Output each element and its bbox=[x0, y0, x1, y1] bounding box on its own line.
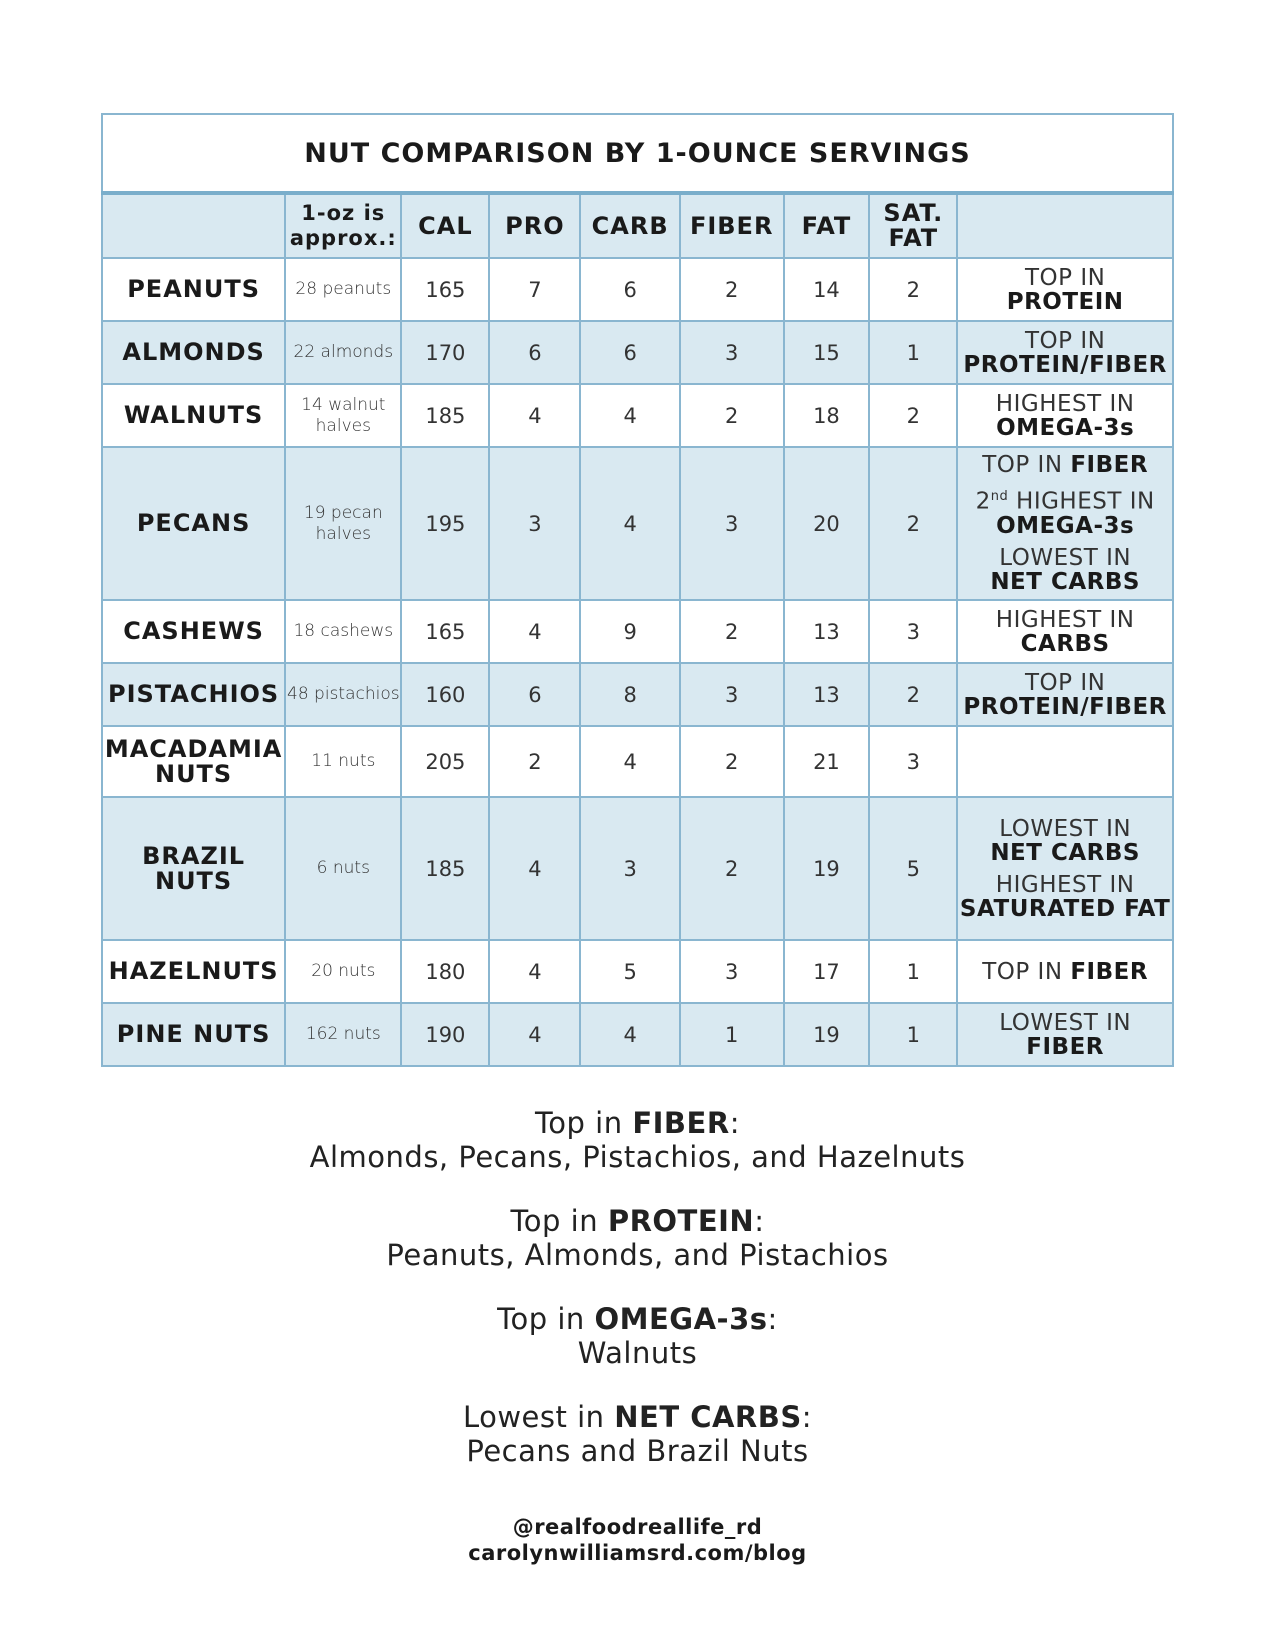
note-label: TOP IN bbox=[1024, 669, 1106, 696]
approx-serving: 6 nuts bbox=[285, 797, 401, 940]
note-cell bbox=[957, 384, 1173, 447]
fiber-value: 2 bbox=[680, 600, 784, 663]
sat-fat-value: 2 bbox=[869, 447, 957, 600]
pro-value: 3 bbox=[489, 447, 580, 600]
fiber-value: 3 bbox=[680, 447, 784, 600]
fiber-value: 2 bbox=[680, 258, 784, 321]
note-block bbox=[958, 485, 1172, 538]
carb-value: 6 bbox=[580, 321, 679, 384]
fat-value: 18 bbox=[784, 384, 870, 447]
pro-value: 4 bbox=[489, 1003, 580, 1066]
fiber-value: 2 bbox=[680, 797, 784, 940]
note-highlight: CARBS bbox=[1020, 630, 1110, 657]
summary-prefix: Top in bbox=[497, 1302, 585, 1336]
header-blank bbox=[102, 193, 285, 258]
carb-value: 4 bbox=[580, 726, 679, 797]
fiber-value: 2 bbox=[680, 726, 784, 797]
pro-value: 7 bbox=[489, 258, 580, 321]
fat-value: 14 bbox=[784, 258, 870, 321]
summary-items: Almonds, Pecans, Pistachios, and Hazelnuts bbox=[309, 1140, 966, 1174]
carb-value: 8 bbox=[580, 663, 679, 726]
pro-value: 2 bbox=[489, 726, 580, 797]
cal-value: 195 bbox=[401, 447, 489, 600]
summary-highlight: FIBER bbox=[632, 1106, 730, 1140]
header-fiber: FIBER bbox=[680, 193, 784, 258]
footer bbox=[0, 1514, 1275, 1566]
summary-omega bbox=[0, 1302, 1275, 1370]
summary-heading bbox=[0, 1302, 1275, 1336]
note-label: LOWEST IN bbox=[999, 544, 1132, 571]
nut-name: CASHEWS bbox=[102, 600, 285, 663]
header-cal: CAL bbox=[401, 193, 489, 258]
fat-value: 20 bbox=[784, 447, 870, 600]
header-carb: CARB bbox=[580, 193, 679, 258]
summary-colon: : bbox=[729, 1106, 740, 1140]
summary-colon: : bbox=[767, 1302, 778, 1336]
note-label bbox=[958, 485, 1172, 514]
carb-value: 4 bbox=[580, 384, 679, 447]
cal-value: 190 bbox=[401, 1003, 489, 1066]
carb-value: 9 bbox=[580, 600, 679, 663]
table-title: NUT COMPARISON BY 1-OUNCE SERVINGS bbox=[102, 114, 1173, 193]
note-label: LOWEST IN bbox=[999, 815, 1132, 842]
approx-serving: 19 pecan halves bbox=[285, 447, 401, 600]
table-row-peanuts bbox=[102, 258, 1173, 321]
approx-serving: 162 nuts bbox=[285, 1003, 401, 1066]
carb-value: 4 bbox=[580, 1003, 679, 1066]
fat-value: 15 bbox=[784, 321, 870, 384]
note-highlight: FIBER bbox=[1070, 452, 1149, 479]
table-row-pine-nuts bbox=[102, 1003, 1173, 1066]
pro-value: 6 bbox=[489, 321, 580, 384]
table-row-almonds bbox=[102, 321, 1173, 384]
note-block bbox=[958, 873, 1172, 921]
cal-value: 165 bbox=[401, 258, 489, 321]
nut-name: MACADAMIA NUTS bbox=[102, 726, 285, 797]
approx-serving: 28 peanuts bbox=[285, 258, 401, 321]
nut-name: PEANUTS bbox=[102, 258, 285, 321]
cal-value: 170 bbox=[401, 321, 489, 384]
cal-value: 205 bbox=[401, 726, 489, 797]
table-row-brazil-nuts bbox=[102, 797, 1173, 940]
note-label: TOP IN bbox=[1024, 327, 1106, 354]
table-header-row bbox=[102, 193, 1173, 258]
table-row-pecans bbox=[102, 447, 1173, 600]
summary-highlight: NET CARBS bbox=[614, 1400, 802, 1434]
fat-value: 17 bbox=[784, 940, 870, 1003]
table-row-walnuts bbox=[102, 384, 1173, 447]
nut-name: PINE NUTS bbox=[102, 1003, 285, 1066]
fat-value: 19 bbox=[784, 797, 870, 940]
summary-items: Pecans and Brazil Nuts bbox=[466, 1434, 809, 1468]
note-block bbox=[958, 546, 1172, 594]
fiber-value: 2 bbox=[680, 384, 784, 447]
note-highlight: PROTEIN/FIBER bbox=[963, 693, 1167, 720]
sat-fat-value: 1 bbox=[869, 940, 957, 1003]
note-cell bbox=[957, 321, 1173, 384]
note-highlight: OMEGA-3s bbox=[996, 512, 1135, 539]
nut-name: PISTACHIOS bbox=[102, 663, 285, 726]
table-row-hazelnuts bbox=[102, 940, 1173, 1003]
summary-heading bbox=[0, 1400, 1275, 1434]
approx-serving: 22 almonds bbox=[285, 321, 401, 384]
nut-name: ALMONDS bbox=[102, 321, 285, 384]
summary-heading bbox=[0, 1204, 1275, 1238]
sat-fat-value: 3 bbox=[869, 726, 957, 797]
cal-value: 185 bbox=[401, 797, 489, 940]
note-label: TOP IN bbox=[1024, 264, 1106, 291]
sat-fat-value: 1 bbox=[869, 321, 957, 384]
nut-name: WALNUTS bbox=[102, 384, 285, 447]
fat-value: 13 bbox=[784, 663, 870, 726]
nut-comparison-table bbox=[101, 113, 1174, 1067]
note-cell bbox=[957, 1003, 1173, 1066]
nut-name: PECANS bbox=[102, 447, 285, 600]
header-pro: PRO bbox=[489, 193, 580, 258]
summary-protein bbox=[0, 1204, 1275, 1272]
fat-value: 13 bbox=[784, 600, 870, 663]
approx-serving: 48 pistachios bbox=[285, 663, 401, 726]
nut-name: HAZELNUTS bbox=[102, 940, 285, 1003]
note-highlight: PROTEIN bbox=[1006, 288, 1124, 315]
summary-highlight: PROTEIN bbox=[607, 1204, 755, 1238]
summary-net-carbs bbox=[0, 1400, 1275, 1468]
note-highlight: OMEGA-3s bbox=[996, 414, 1135, 441]
summary-items: Walnuts bbox=[577, 1336, 698, 1370]
note-highlight: FIBER bbox=[1070, 958, 1149, 985]
blog-url: carolynwilliamsrd.com/blog bbox=[468, 1541, 807, 1565]
summary-highlight: OMEGA-3s bbox=[594, 1302, 768, 1336]
fat-value: 21 bbox=[784, 726, 870, 797]
note-cell bbox=[957, 940, 1173, 1003]
note-cell bbox=[957, 447, 1173, 600]
note-label: LOWEST IN bbox=[999, 1009, 1132, 1036]
cal-value: 180 bbox=[401, 940, 489, 1003]
approx-serving: 11 nuts bbox=[285, 726, 401, 797]
carb-value: 4 bbox=[580, 447, 679, 600]
pro-value: 6 bbox=[489, 663, 580, 726]
sat-fat-value: 1 bbox=[869, 1003, 957, 1066]
sat-fat-value: 2 bbox=[869, 663, 957, 726]
header-fat: FAT bbox=[784, 193, 870, 258]
summary-colon: : bbox=[754, 1204, 765, 1238]
fiber-value: 1 bbox=[680, 1003, 784, 1066]
note-block bbox=[958, 817, 1172, 865]
note-label: TOP IN bbox=[982, 452, 1063, 479]
sat-fat-value: 2 bbox=[869, 258, 957, 321]
sat-fat-value: 2 bbox=[869, 384, 957, 447]
note-label: HIGHEST IN bbox=[995, 390, 1135, 417]
note-label: TOP IN bbox=[982, 958, 1063, 985]
header-sat-fat: SAT. FAT bbox=[869, 193, 957, 258]
note-label: HIGHEST IN bbox=[995, 871, 1135, 898]
fiber-value: 3 bbox=[680, 663, 784, 726]
pro-value: 4 bbox=[489, 384, 580, 447]
cal-value: 165 bbox=[401, 600, 489, 663]
sat-fat-value: 5 bbox=[869, 797, 957, 940]
note-cell bbox=[957, 258, 1173, 321]
approx-serving: 14 walnut halves bbox=[285, 384, 401, 447]
nut-name: BRAZIL NUTS bbox=[102, 797, 285, 940]
note-highlight: NET CARBS bbox=[990, 839, 1140, 866]
summary-heading bbox=[0, 1106, 1275, 1140]
pro-value: 4 bbox=[489, 797, 580, 940]
note-cell bbox=[957, 600, 1173, 663]
header-approx: 1-oz is approx.: bbox=[285, 193, 401, 258]
summary-fiber bbox=[0, 1106, 1275, 1174]
note-ordinal-suffix: nd bbox=[990, 489, 1009, 505]
carb-value: 5 bbox=[580, 940, 679, 1003]
note-cell bbox=[957, 726, 1173, 797]
note-label: HIGHEST IN bbox=[995, 606, 1135, 633]
table-row-cashews bbox=[102, 600, 1173, 663]
note-highlight: NET CARBS bbox=[990, 568, 1140, 595]
note-highlight: PROTEIN/FIBER bbox=[963, 351, 1167, 378]
note-block bbox=[958, 453, 1172, 477]
summary-items: Peanuts, Almonds, and Pistachios bbox=[386, 1238, 889, 1272]
header-notes-blank bbox=[957, 193, 1173, 258]
fiber-value: 3 bbox=[680, 940, 784, 1003]
pro-value: 4 bbox=[489, 940, 580, 1003]
social-handle: @realfoodreallife_rd bbox=[512, 1515, 763, 1539]
table-row-macadamia bbox=[102, 726, 1173, 797]
summary-colon: : bbox=[801, 1400, 813, 1434]
summary-prefix: Top in bbox=[535, 1106, 623, 1140]
carb-value: 3 bbox=[580, 797, 679, 940]
table-row-pistachios bbox=[102, 663, 1173, 726]
cal-value: 160 bbox=[401, 663, 489, 726]
note-highlight: SATURATED FAT bbox=[959, 895, 1171, 922]
summary-prefix: Top in bbox=[510, 1204, 599, 1238]
pro-value: 4 bbox=[489, 600, 580, 663]
note-cell bbox=[957, 797, 1173, 940]
sat-fat-value: 3 bbox=[869, 600, 957, 663]
note-highlight: FIBER bbox=[1026, 1033, 1105, 1060]
note-cell bbox=[957, 663, 1173, 726]
note-label-rest: HIGHEST IN bbox=[1016, 488, 1155, 515]
summary-prefix: Lowest in bbox=[462, 1400, 605, 1434]
fiber-value: 3 bbox=[680, 321, 784, 384]
carb-value: 6 bbox=[580, 258, 679, 321]
cal-value: 185 bbox=[401, 384, 489, 447]
approx-serving: 20 nuts bbox=[285, 940, 401, 1003]
note-ordinal: 2 bbox=[975, 488, 991, 515]
approx-serving: 18 cashews bbox=[285, 600, 401, 663]
fat-value: 19 bbox=[784, 1003, 870, 1066]
